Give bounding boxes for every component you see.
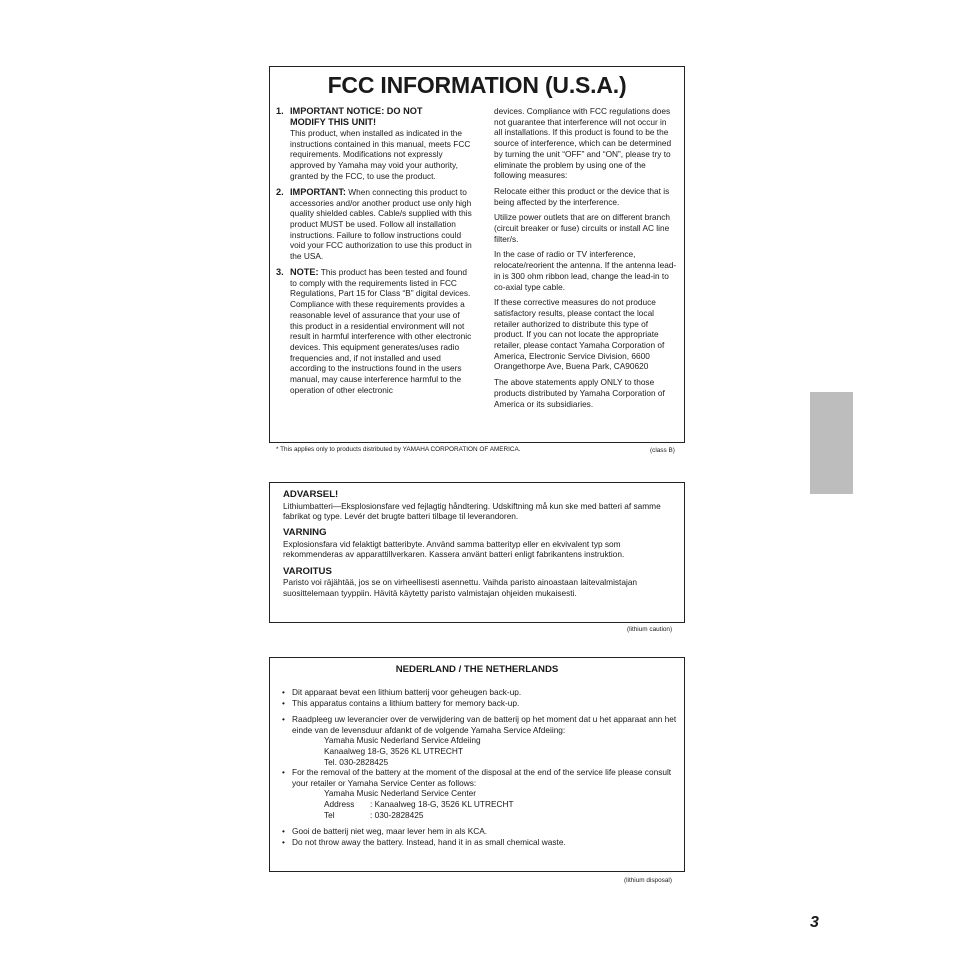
list-item: • For the removal of the battery at the moment of the disposal at the end of the service life please consult your retailer or Yamaha Service Center as follows: Yamaha Music Nederland Service Center Address : Kanaalweg 18-G, 3526 KL UTRECHT Tel : 030-2828425 bbox=[282, 767, 677, 820]
item-3-body: This product has been tested and found to comply with the requirements listed in FCC Regulations, Part 15 for Class “B” digital devices. Compliance with these requirements provides a reasonable level of assurance that your use of this product in a residential environment will not result in harmful interference with other electronic devices. This equipment generates/uses radio frequencies and, if not installed and used according to the instructions found in the users manual, may cause interference harmful to the operation of other electronic bbox=[290, 266, 472, 395]
list-item: • Dit apparaat bevat een lithium batterij voor geheugen back-up. bbox=[282, 687, 522, 697]
lithium-caution-caption: (lithium caution) bbox=[627, 626, 673, 633]
item-1-body: This product, when installed as indicated in the instructions contained in this manual, meets FCC requirements. Modifications not expressly approved by Yamaha may void your authority, granted by the FCC, to use the product. bbox=[290, 128, 471, 181]
varning-text: Explosionsfara vid felaktigt batteribyte. Använd samma batterityp eller en ekvivalent typ som rekommenderas av apparattillverkaren. Kassera använt batteri enligt fabrikantens instruktion. bbox=[283, 538, 625, 560]
bullet-icon: • bbox=[282, 767, 285, 778]
item-3-heading: NOTE: bbox=[290, 266, 319, 277]
bullet-icon: • bbox=[282, 714, 285, 725]
section-tab bbox=[810, 392, 853, 494]
list-item: • Raadpleeg uw leverancier over de verwijdering van de batterij op het moment dat u het apparaat ann het einde van de levensduur afdankt of de volgende Yamaha Service Afdeiing: Yamaha Music Nederland Service Afdeiing Kanaalweg 18-G, 3526 KL UTRECHT Tel. 030-2828425 bbox=[282, 714, 677, 767]
fcc-paragraph: Utilize power outlets that are on different branch (circuit breaker or fuse) circuits or install AC line filter/s. bbox=[494, 212, 671, 244]
en-service-address: Yamaha Music Nederland Service Center Address : Kanaalweg 18-G, 3526 KL UTRECHT Tel : 030-2828425 bbox=[324, 788, 514, 820]
list-item: • This apparatus contains a lithium battery for memory back-up. bbox=[282, 697, 520, 708]
varoitus-text: Paristo voi räjähtää, jos se on virheellisesti asennettu. Vaihda paristo ainoastaan laitevalmistajan suosittelemaan tyyppiin. Hävitä käytetty paristo valmistajan ohjeiden mukaisesti. bbox=[283, 577, 638, 598]
varning-heading: VARNING bbox=[283, 527, 327, 539]
fcc-paragraph: If these corrective measures do not produce satisfactory results, please contact the local retailer authorized to distribute this type of product. If you can not locate the appropriate retailer, please contact Yamaha Corporation of America, Electronic Service Division, 6600 Orangethorpe Ave, Buena Park, CA90620 bbox=[494, 297, 665, 372]
fcc-item-1 bbox=[276, 106, 474, 182]
fcc-item-2 bbox=[276, 187, 474, 262]
fcc-paragraph: devices. Compliance with FCC regulations does not guarantee that interference will not occur in all installations. If this product is found to be the source of interference, which can be determined by turning the unit “OFF” and “ON”, please try to eliminate the problem by using one of the following measures: bbox=[494, 106, 672, 181]
fcc-item-3 bbox=[276, 267, 474, 396]
netherlands-title: NEDERLAND / THE NETHERLANDS bbox=[395, 664, 559, 675]
list-item: • Do not throw away the battery. Instead, hand it in as small chemical waste. bbox=[282, 836, 566, 847]
item-2-body: When connecting this product to accessories and/or another product use only high quality shielded cables. Cable/s supplied with this product MUST be used. Follow all installation instructions. Failure to follow instructions could void your FCC authorization to use this product in the USA. bbox=[290, 186, 472, 262]
class-b-note: (class B) bbox=[650, 447, 675, 454]
fcc-right-column bbox=[494, 106, 677, 414]
fcc-paragraph: Relocate either this product or the device that is being affected by the interference. bbox=[494, 185, 670, 207]
fcc-left-column bbox=[276, 106, 474, 400]
fcc-footnote: * This applies only to products distributed by YAMAHA CORPORATION OF AMERICA. bbox=[276, 446, 521, 453]
item-2-heading: IMPORTANT: bbox=[290, 186, 346, 197]
page-number: 3 bbox=[810, 914, 819, 931]
lithium-disposal-caption: (lithium disposal) bbox=[624, 877, 672, 884]
varoitus-heading: VAROITUS bbox=[283, 565, 332, 577]
lithium-caution-box bbox=[269, 482, 685, 623]
fcc-paragraph: The above statements apply ONLY to those products distributed by Yamaha Corporation of America or its subsidiaries. bbox=[494, 377, 665, 409]
item-number: 3. bbox=[276, 266, 284, 277]
fcc-paragraph: In the case of radio or TV interference, relocate/reorient the antenna. If the antenna lead-in is 300 ohm ribbon lead, change the lead-in to co-axial type cable. bbox=[494, 249, 677, 292]
item-number: 1. bbox=[276, 106, 284, 116]
fcc-information-box bbox=[269, 66, 685, 443]
bullet-icon: • bbox=[282, 687, 285, 697]
advarsel-text: Lithiumbatteri—Eksplosionsfare ved fejlagtig håndtering. Udskiftning må kun ske med batteri af samme fabrikat og type. Levér det brugte batteri tilbage til leverandoren. bbox=[283, 500, 661, 521]
bullet-icon: • bbox=[282, 826, 285, 837]
nl-service-address: Yamaha Music Nederland Service Afdeiing Kanaalweg 18-G, 3526 KL UTRECHT Tel. 030-2828425 bbox=[324, 735, 481, 767]
list-item: • Gooi de batterij niet weg, maar lever hem in als KCA. bbox=[282, 826, 488, 837]
item-number: 2. bbox=[276, 186, 284, 197]
advarsel-heading: ADVARSEL! bbox=[283, 489, 339, 500]
fcc-title: FCC INFORMATION (U.S.A.) bbox=[327, 72, 627, 98]
item-1-heading-line-2: MODIFY THIS UNIT! bbox=[290, 117, 377, 127]
bullet-icon: • bbox=[282, 836, 285, 847]
netherlands-box bbox=[269, 657, 685, 872]
bullet-icon: • bbox=[282, 697, 285, 708]
item-1-heading-line-1: IMPORTANT NOTICE: DO NOT bbox=[290, 106, 423, 116]
